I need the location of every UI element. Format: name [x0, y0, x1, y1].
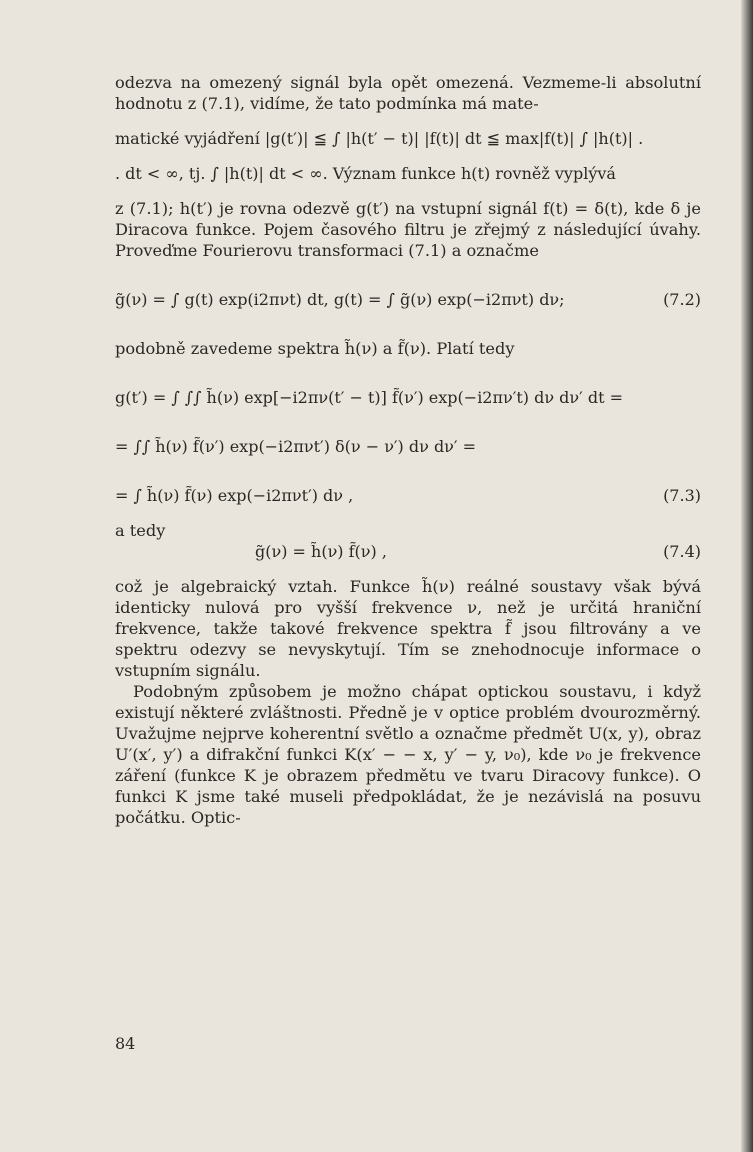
equation-7-3-line-1 [115, 387, 701, 408]
equation-7-3-line-2 [115, 436, 701, 457]
equation-7-2-text: g̃(ν) = ∫ g(t) exp(i2πνt) dt, g(t) = ∫ g̃(ν) exp(−i2πνt) dν; [115, 290, 565, 309]
equation-number-7-4: (7.4) [663, 542, 701, 561]
equation-condition-2 [115, 163, 701, 184]
equation-7-3-line-2-text: = ∫∫ h̃(ν) f̃(ν′) exp(−i2πνt′) δ(ν − ν′) dν dν′ = [115, 437, 477, 456]
paragraph-3: podobně zavedeme spektra h̃(ν) a f̃(ν). Platí tedy [115, 339, 515, 358]
page-edge-shadow [741, 0, 753, 1152]
equation-number-7-3: (7.3) [663, 486, 701, 505]
paragraph-6: Podobným způsobem je možno chápat optickou soustavu, i když existují některé zvláštnosti. Předně je v optice problém dvourozměrný. Uvažujme nejprve koherentní světlo a označme předmět U(x, y), obraz U′(x′, y′) a difrakční funkci K(x′ − − x, y′ − y, ν₀), kde ν₀ je frekvence záření (funkce K je obrazem předmětu ve tvaru Diracovy funkce). O funkci K jsme také museli předpokládat, že je nezávislá na posuvu počátku. Optic- [115, 682, 701, 827]
equation-7-3-line-3 [115, 485, 701, 506]
paragraph-4: a tedy [115, 521, 166, 540]
equation-7-4 [115, 541, 701, 562]
equation-7-2 [115, 289, 701, 310]
paragraph-5: což je algebraický vztah. Funkce h̃(ν) reálné soustavy však bývá identicky nulová pro vyšší frekvence ν, než je určitá hraniční frekvence, takže takové frekvence spektra f̃ jsou filtrovány a ve spektru odezvy se nevyskytují. Tím se znehodnocuje informace o vstupním signálu. [115, 577, 701, 680]
equation-condition-text: matické vyjádření |g(t′)| ≦ ∫ |h(t′ − t)| |f(t)| dt ≦ max|f(t)| ∫ |h(t)| . [115, 129, 644, 148]
equation-7-3-line-3-text: = ∫ h̃(ν) f̃(ν) exp(−i2πνt′) dν , [115, 486, 354, 505]
equation-7-3-line-1-text: g(t′) = ∫ ∫∫ h̃(ν) exp[−i2πν(t′ − t)] f̃(ν′) exp(−i2πν′t) dν dν′ dt = [115, 388, 624, 407]
equation-condition-2-text: . dt < ∞, tj. ∫ |h(t)| dt < ∞. Význam funkce h(t) rovněž vyplývá [115, 164, 616, 183]
equation-condition [115, 128, 701, 149]
page-number: 84 [115, 1034, 136, 1053]
paragraph-2: z (7.1); h(t′) je rovna odezvě g(t′) na vstupní signál f(t) = δ(t), kde δ je Diracova funkce. Pojem časového filtru je zřejmý z následující úvahy. Proveďme Fourierovu transformaci (7.1) a označme [115, 199, 701, 260]
equation-7-4-text: g̃(ν) = h̃(ν) f̃(ν) , [255, 542, 387, 561]
page-body [115, 72, 701, 828]
paragraph-1: odezva na omezený signál byla opět omezená. Vezmeme-li absolutní hodnotu z (7.1), vidíme, že tato podmínka má mate- [115, 73, 701, 113]
equation-number-7-2: (7.2) [663, 290, 701, 309]
